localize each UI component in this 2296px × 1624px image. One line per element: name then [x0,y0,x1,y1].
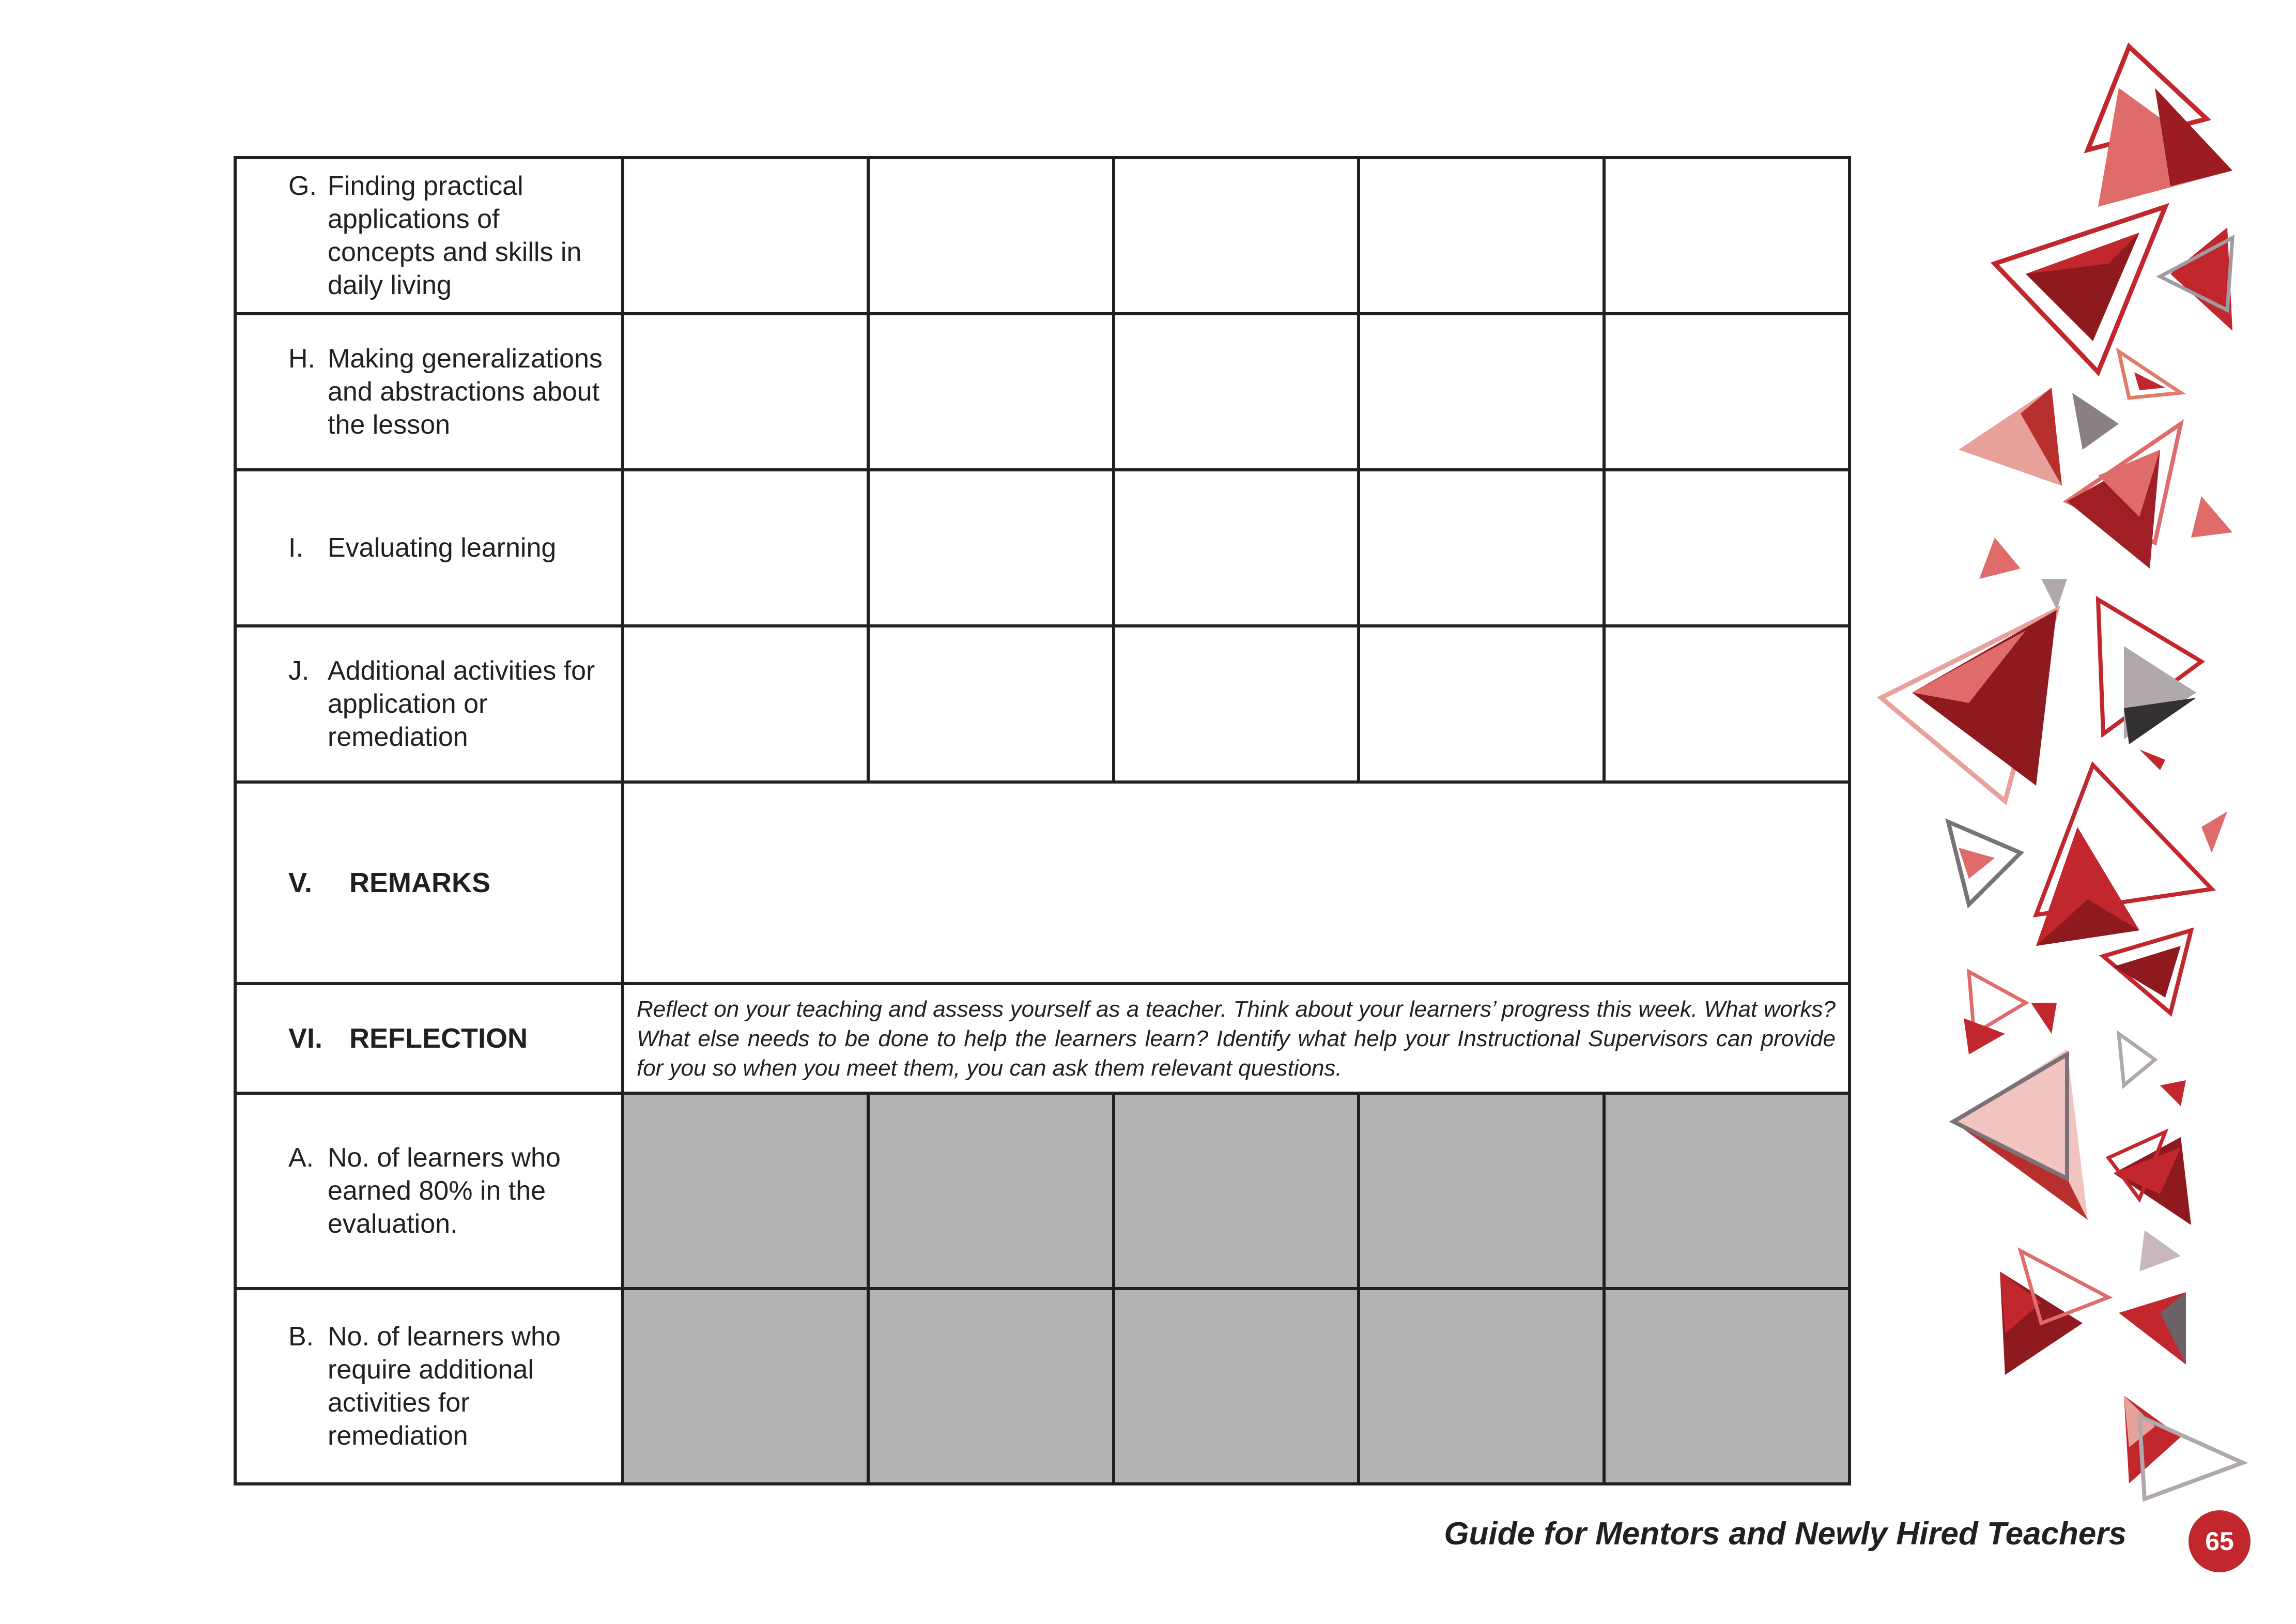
footer-title: Guide for Mentors and Newly Hired Teachers [1444,1516,2127,1552]
day-cell [1604,626,1850,782]
shaded-cell [1604,1289,1850,1484]
row-text: No. of learners who earned 80% in the evaluation. [328,1143,561,1239]
decorative-triangles [1850,21,2274,1520]
table-row [235,1093,1850,1289]
day-cell [1114,626,1359,782]
section-numeral: V. [288,867,313,898]
shaded-cell [868,1289,1114,1484]
row-label-j [235,626,623,782]
table-row [235,314,1850,470]
day-cell [623,158,868,314]
shaded-cell [623,1289,868,1484]
table-row [235,626,1850,782]
table-row [235,1289,1850,1484]
day-cell [1359,158,1604,314]
row-label-i [235,470,623,626]
remarks-label-cell [235,782,623,984]
day-cell [868,314,1114,470]
day-cell [623,470,868,626]
day-cell [1359,314,1604,470]
row-label-a [235,1093,623,1289]
day-cell [1604,470,1850,626]
remarks-row [235,782,1850,984]
row-text: Additional activities for application or remediation [328,656,595,752]
row-label-g [235,158,623,314]
day-cell [623,626,868,782]
remarks-cell [623,782,1850,984]
row-letter: I. [288,533,303,563]
page-number-badge: 65 [2189,1510,2251,1572]
day-cell [868,158,1114,314]
table-row [235,158,1850,314]
day-cell [623,314,868,470]
section-title: REMARKS [349,867,491,898]
row-text: Making generalizations and abstractions about the lesson [328,344,603,440]
day-cell [868,626,1114,782]
reflection-cell [623,984,1850,1093]
row-label-b [235,1289,623,1484]
day-cell [1604,314,1850,470]
day-cell [1114,314,1359,470]
day-cell [1604,158,1850,314]
row-letter: B. [288,1322,314,1352]
row-label-h [235,314,623,470]
section-numeral: VI. [288,1023,323,1054]
lesson-plan-table [234,156,1851,1485]
day-cell [868,470,1114,626]
reflection-instructions: Reflect on your teaching and assess yourself as a teacher. Think about your learners’ progress this week. What works? What else needs to be done to help the learners learn? Identify what help your Instructional Supervisors can provide for you so when you meet them, you can ask them relevant questions. [637,996,1836,1081]
row-letter: H. [288,344,315,374]
triangle-shapes [1881,47,2243,1499]
day-cell [1359,470,1604,626]
shaded-cell [1114,1289,1359,1484]
row-letter: J. [288,656,310,686]
reflection-label-cell [235,984,623,1093]
shaded-cell [1359,1093,1604,1289]
shaded-cell [1604,1093,1850,1289]
row-text: No. of learners who require additional activities for remediation [328,1322,561,1451]
shaded-cell [1114,1093,1359,1289]
day-cell [1114,158,1359,314]
table-row [235,470,1850,626]
reflection-row [235,984,1850,1093]
section-title: REFLECTION [349,1023,528,1054]
row-text: Finding practical applications of concepts and skills in daily living [328,171,582,300]
shaded-cell [623,1093,868,1289]
row-letter: G. [288,171,317,201]
day-cell [1114,470,1359,626]
row-text: Evaluating learning [328,533,557,563]
row-letter: A. [288,1143,314,1173]
shaded-cell [868,1093,1114,1289]
shaded-cell [1359,1289,1604,1484]
day-cell [1359,626,1604,782]
